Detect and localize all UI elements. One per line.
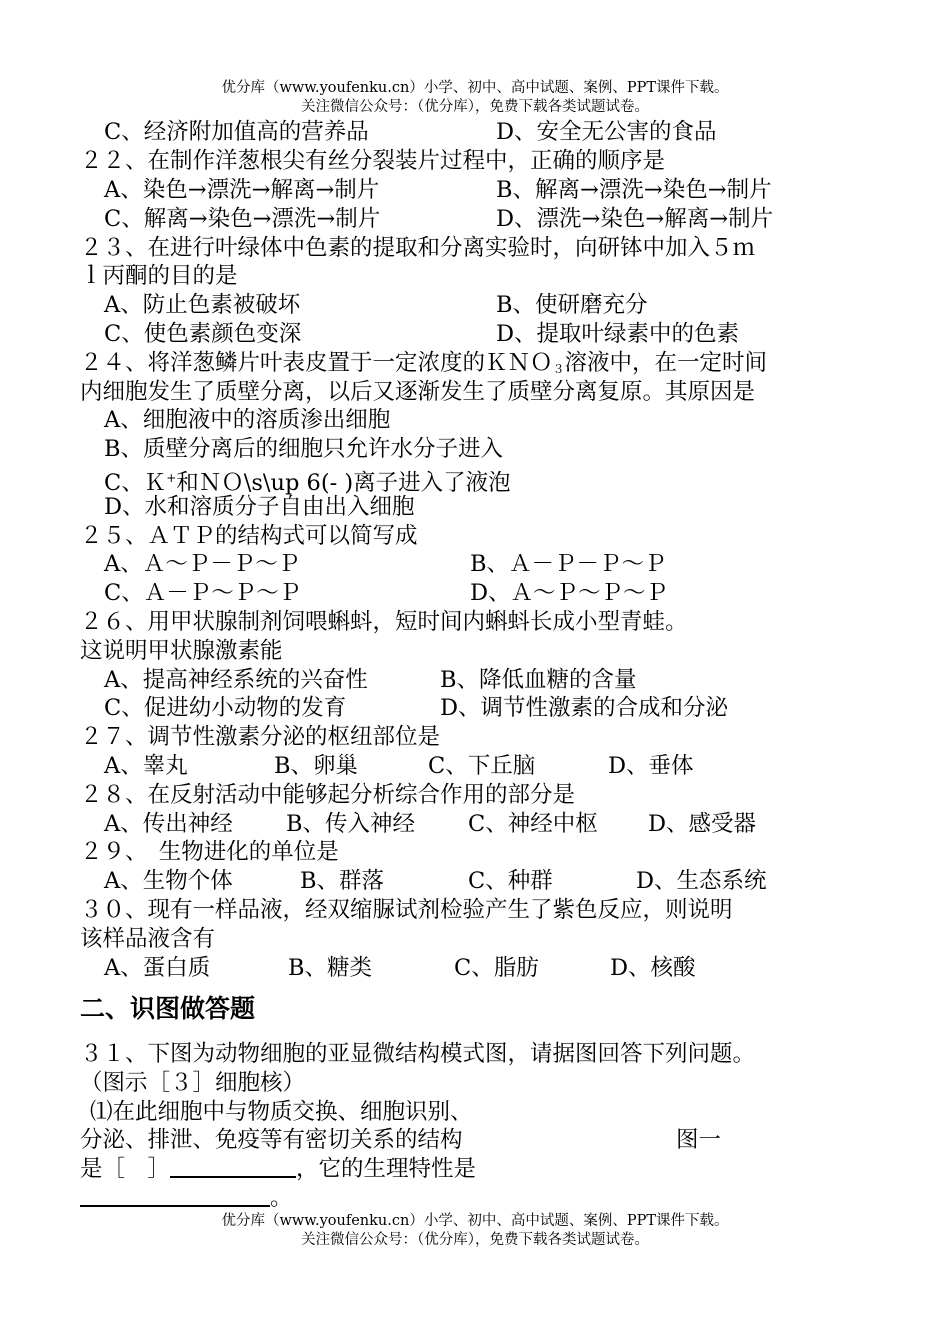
q28-option-c: C、神经中枢 — [468, 811, 598, 837]
q27-option-a: A、睾丸 — [104, 753, 188, 779]
q22-option-d: D、漂洗→染色→解离→制片 — [496, 206, 774, 232]
q26-option-d: D、调节性激素的合成和分泌 — [440, 695, 729, 721]
q23-stem-line-2: ｌ丙酮的目的是 — [80, 263, 238, 289]
q26-option-c: C、促进幼小动物的发育 — [104, 695, 347, 721]
q30-option-c: C、脂肪 — [454, 955, 539, 981]
q31-part-1-line-1: ⑴在此细胞中与物质交换、细胞识别、 — [90, 1099, 473, 1125]
q22-option-c: C、解离→染色→漂洗→制片 — [104, 206, 381, 232]
q25-option-a: A、Ａ～Ｐ－Ｐ～Ｐ — [104, 551, 301, 577]
q31-part-1-line-3 — [80, 1155, 476, 1183]
q26-option-b: B、降低血糖的含量 — [440, 667, 637, 693]
q31-part-1-line-2: 分泌、排泄、免疫等有密切关系的结构 — [80, 1127, 463, 1153]
q25-option-b: B、Ａ－Ｐ－Ｐ～Ｐ — [470, 551, 667, 577]
q28-option-b: B、传入神经 — [286, 811, 416, 837]
q23-stem-line-1: ２３、在进行叶绿体中色素的提取和分离实验时，向研钵中加入５ｍ — [80, 235, 756, 261]
q29-option-a: A、生物个体 — [104, 868, 233, 894]
figure-label: 图一 — [676, 1127, 722, 1153]
q24-option-b: B、质壁分离后的细胞只允许水分子进入 — [104, 436, 504, 462]
q27-option-d: D、垂体 — [608, 753, 694, 779]
q28-option-a: A、传出神经 — [104, 811, 233, 837]
q23-option-d: D、提取叶绿素中的色素 — [496, 321, 740, 347]
q31-bracket-text: 是［ ］ — [80, 1156, 171, 1182]
q28-stem: ２８、在反射活动中能够起分析综合作用的部分是 — [80, 782, 576, 808]
q31-stem-line-1: ３１、下图为动物细胞的亚显微结构模式图，请据图回答下列问题。 — [80, 1041, 756, 1067]
q23-option-a: A、防止色素被破坏 — [104, 292, 301, 318]
q24-option-a: A、细胞液中的溶质渗出细胞 — [104, 407, 391, 433]
answer-blank-structure[interactable] — [170, 1156, 296, 1178]
q26-stem-line-2: 这说明甲状腺激素能 — [80, 638, 283, 664]
q25-option-d: D、Ａ～Ｐ～Ｐ～Ｐ — [470, 580, 669, 606]
header-line-2: 关注微信公众号：（优分库），免费下载各类试题试卷。 — [301, 99, 649, 115]
q24-stem-line-1-post: 溶液中，在一定时间 — [564, 350, 768, 376]
q24-stem-line-2: 内细胞发生了质壁分离，以后又逐渐发生了质壁分离复原。其原因是 — [80, 379, 756, 405]
q30-stem-line-2: 该样品液含有 — [80, 926, 216, 952]
answer-blank-property[interactable] — [80, 1185, 270, 1207]
q23-option-c: C、使色素颜色变深 — [104, 321, 302, 347]
page-header — [0, 79, 950, 117]
q23-option-b: B、使研磨充分 — [496, 292, 648, 318]
q24-option-c-post: 和ＮＯ\s\up 6(- )离子进入了液泡 — [176, 470, 511, 496]
footer-line-1: 优分库（www.youfenku.cn）小学、初中、高中试题、案例、PPT课件下载。 — [221, 1213, 729, 1229]
header-line-1: 优分库（www.youfenku.cn）小学、初中、高中试题、案例、PPT课件下载。 — [221, 80, 729, 96]
q22-stem: ２２、在制作洋葱根尖有丝分裂装片过程中，正确的顺序是 — [80, 148, 666, 174]
q31-period: 。 — [270, 1185, 293, 1211]
q29-option-d: D、生态系统 — [636, 868, 767, 894]
q22-option-b: B、解离→漂洗→染色→制片 — [496, 177, 772, 203]
q27-option-c: C、下丘脑 — [428, 753, 536, 779]
q25-stem: ２５、ＡＴＰ的结构式可以简写成 — [80, 523, 418, 549]
q26-stem-line-1: ２６、用甲状腺制剂饲喂蝌蚪，短时间内蝌蚪长成小型青蛙。 — [80, 609, 688, 635]
q27-stem: ２７、调节性激素分泌的枢纽部位是 — [80, 724, 441, 750]
q29-option-c: C、种群 — [468, 868, 553, 894]
q29-stem: ２９、 生物进化的单位是 — [80, 839, 339, 865]
footer-line-2: 关注微信公众号：（优分库），免费下载各类试题试卷。 — [301, 1232, 649, 1248]
q29-option-b: B、群落 — [300, 868, 385, 894]
q26-option-a: A、提高神经系统的兴奋性 — [104, 667, 368, 693]
q24-stem-line-1-pre: ２４、将洋葱鳞片叶表皮置于一定浓度的ＫＮＯ — [80, 350, 553, 376]
q28-option-d: D、感受器 — [648, 811, 757, 837]
section-2-heading: 二、识图做答题 — [80, 994, 256, 1023]
q22-option-a: A、染色→漂洗→解离→制片 — [104, 177, 380, 203]
q21-option-c: C、经济附加值高的营养品 — [104, 119, 369, 145]
q31-stem-line-2: （图示［３］细胞核） — [80, 1070, 306, 1096]
q31-part-1-line-4 — [80, 1184, 293, 1212]
q30-option-d: D、核酸 — [610, 955, 696, 981]
q24-option-c-pre: C、Ｋ — [104, 470, 167, 496]
q30-stem-line-1: ３０、现有一样品液，经双缩脲试剂检验产生了紫色反应，则说明 — [80, 897, 733, 923]
q24-option-d: D、水和溶质分子自由出入细胞 — [104, 494, 415, 520]
q21-option-d: D、安全无公害的食品 — [496, 119, 717, 145]
q24-option-c-superscript: + — [166, 471, 177, 485]
q24-stem-subscript: ３ — [552, 362, 565, 376]
q27-option-b: B、卵巢 — [274, 753, 359, 779]
q31-property-prompt: ，它的生理特性是 — [296, 1156, 477, 1182]
page-footer — [0, 1212, 950, 1250]
q30-option-a: A、蛋白质 — [104, 955, 211, 981]
q30-option-b: B、糖类 — [288, 955, 373, 981]
q25-option-c: C、Ａ－Ｐ～Ｐ～Ｐ — [104, 580, 302, 606]
